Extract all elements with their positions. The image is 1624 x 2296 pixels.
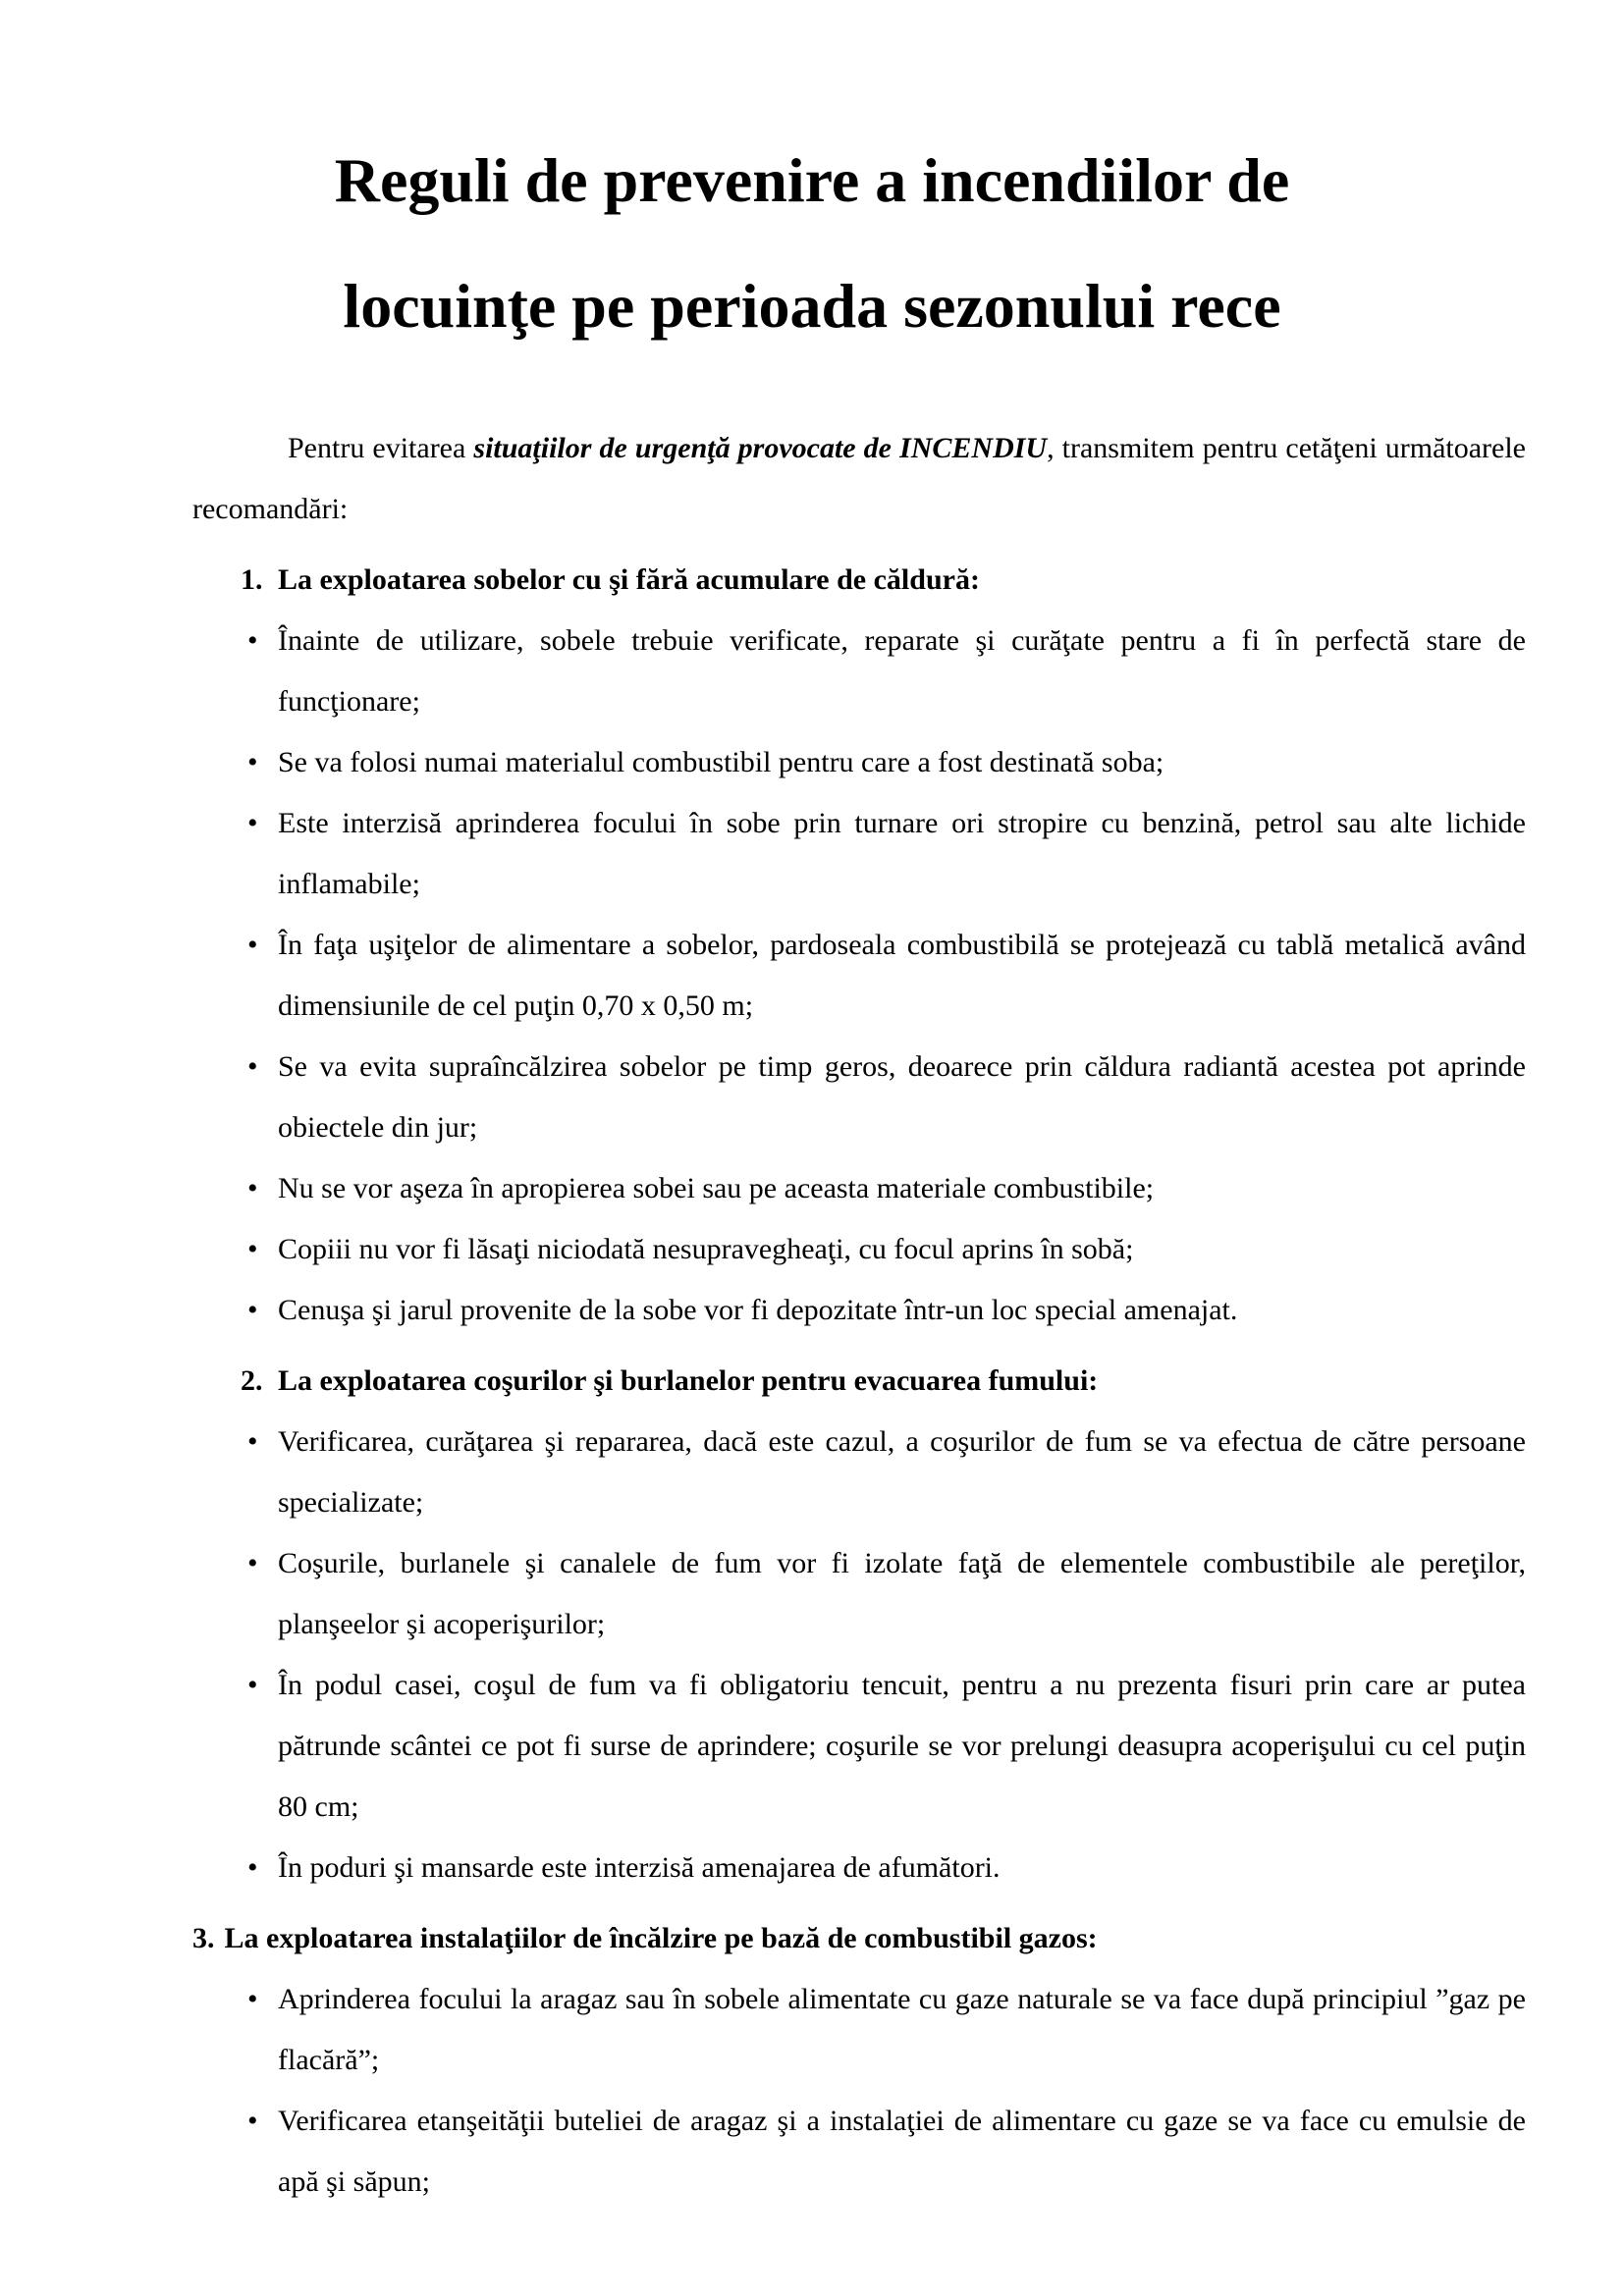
section-number: 2. [241, 1364, 263, 1397]
page-title [0, 118, 1624, 369]
bullet-item: • Verificarea etanşeităţii buteliei de aragaz şi a instalaţiei de alimentare cu gaze se va face cu emulsie de apă şi săpun; [192, 2091, 1526, 2213]
bullet-item: • Copiii nu vor fi lăsaţi niciodată nesupravegheaţi, cu focul aprins în sobă; [192, 1219, 1526, 1280]
bullet-item: • Verificarea, curăţarea şi repararea, dacă este cazul, a coşurilor de fum se va efectua de către persoane specializate; [192, 1412, 1526, 1533]
intro-suffix: , transmitem pentru cetăţeni următoarele recomandări: [192, 432, 1526, 525]
bullet-list [192, 611, 1526, 1341]
bullet-list [192, 1412, 1526, 1898]
section-heading-label: La exploatarea sobelor cu şi fără acumulare de căldură: [278, 563, 980, 596]
sections-container [192, 550, 1526, 2213]
section-heading [192, 550, 1526, 611]
section-heading-label: La exploatarea coşurilor şi burlanelor pentru evacuarea fumului: [278, 1364, 1099, 1397]
section-heading-label: La exploatarea instalaţiilor de încălzire pe bază de combustibil gazos: [224, 1922, 1098, 1954]
page-title-line2: locuinţe pe perioada sezonului rece [343, 271, 1281, 341]
bullet-item: • Nu se vor aşeza în apropierea sobei sau pe aceasta materiale combustibile; [192, 1158, 1526, 1219]
section-number: 1. [241, 563, 263, 596]
bullet-item: • În faţa uşiţelor de alimentare a sobelor, pardoseala combustibilă se protejează cu tablă metalică având dimensiunile de cel puţin 0,70 x 0,50 m; [192, 915, 1526, 1037]
bullet-item: • Coşurile, burlanele şi canalele de fum vor fi izolate faţă de elementele combustibile ale pereţilor, planşeelor şi acoperişurilor; [192, 1533, 1526, 1655]
intro-emphasis: situaţiilor de urgenţă provocate de INCENDIU [473, 432, 1048, 464]
bullet-item: • În podul casei, coşul de fum va fi obligatoriu tencuit, pentru a nu prezenta fisuri prin care ar putea pătrunde scântei ce pot fi surse de aprindere; coşurile se vor prelungi deasupra acoperişului cu cel puţin 80 cm; [192, 1655, 1526, 1838]
bullet-item: • Înainte de utilizare, sobele trebuie verificate, reparate şi curăţate pentru a fi în perfectă stare de funcţionare; [192, 611, 1526, 732]
section-1 [192, 550, 1526, 1341]
section-3 [192, 1908, 1526, 2213]
bullet-item: • Este interzisă aprinderea focului în sobe prin turnare ori stropire cu benzină, petrol sau alte lichide inflamabile; [192, 793, 1526, 915]
bullet-item: • Cenuşa şi jarul provenite de la sobe vor fi depozitate într-un loc special amenajat. [192, 1280, 1526, 1341]
intro-prefix: Pentru evitarea [288, 432, 474, 464]
bullet-item: • În poduri şi mansarde este interzisă amenajarea de afumători. [192, 1838, 1526, 1898]
section-heading [192, 1351, 1526, 1412]
bullet-item: • Se va folosi numai materialul combustibil pentru care a fost destinată soba; [192, 732, 1526, 793]
intro-paragraph [192, 418, 1526, 540]
page-title-line1: Reguli de prevenire a incendiilor de [334, 145, 1290, 215]
bullet-list [192, 1969, 1526, 2213]
bullet-item: • Aprinderea focului la aragaz sau în sobele alimentate cu gaze naturale se va face după principiul ”gaz pe flacără”; [192, 1969, 1526, 2091]
section-2 [192, 1351, 1526, 1898]
section-number: 3. [192, 1922, 215, 1954]
bullet-item: • Se va evita supraîncălzirea sobelor pe timp geros, deoarece prin căldura radiantă acestea pot aprinde obiectele din jur; [192, 1037, 1526, 1158]
section-heading [192, 1908, 1526, 1969]
